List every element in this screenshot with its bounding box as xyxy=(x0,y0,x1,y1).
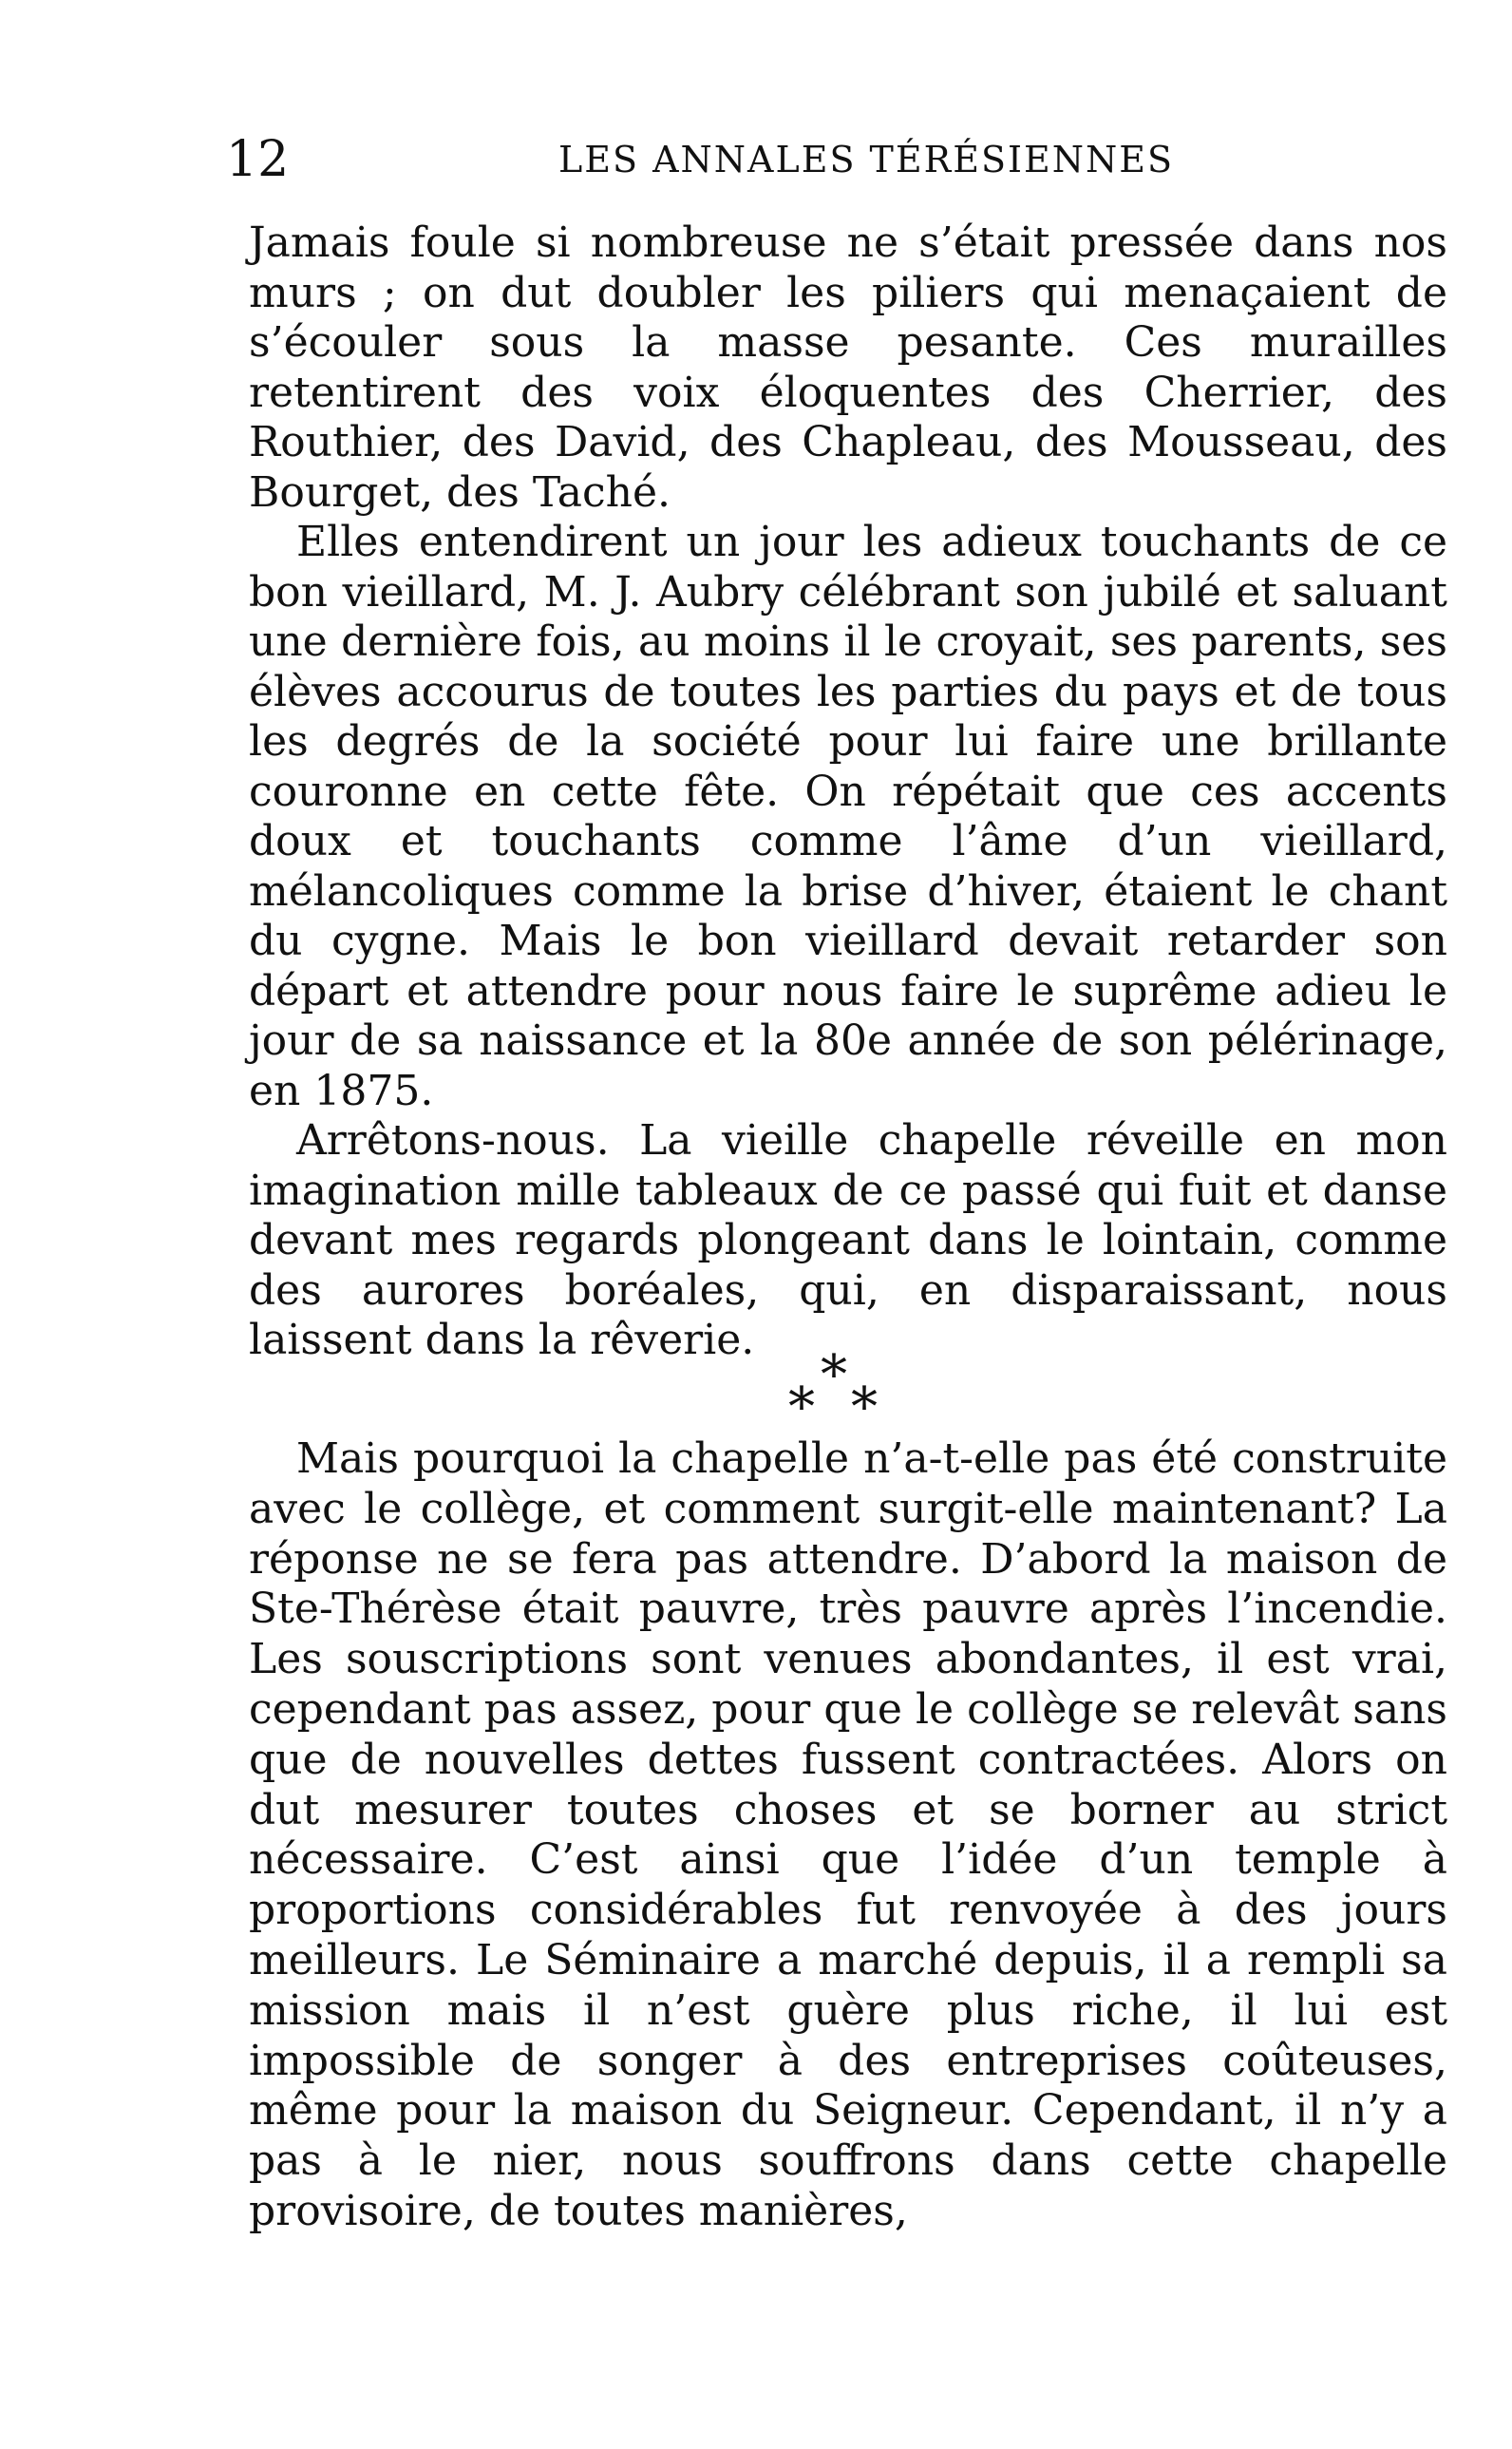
page-header xyxy=(226,122,1461,198)
paragraph-2: Elles entendirent un jour les adieux touchants de ce bon vieillard, M. J. Aubry célébrant son jubilé et saluant une dernière fois, au moins il le croyait, ses parents, ses élèves accourus de toutes les parties du pays et de tous les degrés de la société pour lui faire une brillante couronne en cette fête. On répétait que ces accents doux et touchants comme l’âme d’un vieillard, mélancoliques comme la brise d’hiver, étaient le chant du cygne. Mais le bon vieillard devait retarder son départ et attendre pour nous faire le suprême adieu le jour de sa naissance et la 80e année de son pélérinage, en 1875. xyxy=(249,518,1447,1115)
asterism-divider xyxy=(788,1344,893,1438)
page-number: 12 xyxy=(226,131,290,188)
body-text-section-2 xyxy=(249,1434,1447,2237)
paragraph-1: Jamais foule si nombreuse ne s’était pressée dans nos murs ; on dut doubler les piliers qui menaçaient de s’écouler sous la masse pesante. Ces murailles retentirent des voix éloquentes des Cherrier, des Routhier, des David, des Chapleau, des Mousseau, des Bourget, des Taché. xyxy=(249,218,1447,517)
paragraph-3: Arrêtons-nous. La vieille chapelle réveille en mon imagination mille tableaux de ce passé qui fuit et danse devant mes regards plongeant dans le lointain, comme des aurores boréales, qui, en disparaissant, nous laissent dans la rêverie. xyxy=(249,1116,1447,1364)
body-text xyxy=(249,218,1447,1366)
asterisk-right: * xyxy=(851,1376,878,1438)
asterisk-top: * xyxy=(821,1344,847,1406)
asterisk-left: * xyxy=(788,1376,815,1438)
running-head: LES ANNALES TÉRÉSIENNES xyxy=(558,139,1175,180)
paragraph-4: Mais pourquoi la chapelle n’a-t-elle pas été construite avec le collège, et comment surgit-elle maintenant? La réponse ne se fera pas attendre. D’abord la maison de Ste-Thérèse était pauvre, très pauvre après l’incendie. Les souscriptions sont venues abondantes, il est vrai, cependant pas assez, pour que le collège se relevât sans que de nouvelles dettes fussent contractées. Alors on dut mesurer toutes choses et se borner au strict nécessaire. C’est ainsi que l’idée d’un temple à proportions considérables fut renvoyée à des jours meilleurs. Le Séminaire a marché depuis, il a rempli sa mission mais il n’est guère plus riche, il lui est impossible de songer à des entreprises coûteuses, même pour la maison du Seigneur. Cependant, il n’y a pas à le nier, nous souffrons dans cette chapelle provisoire, de toutes manières, xyxy=(249,1434,1447,2235)
